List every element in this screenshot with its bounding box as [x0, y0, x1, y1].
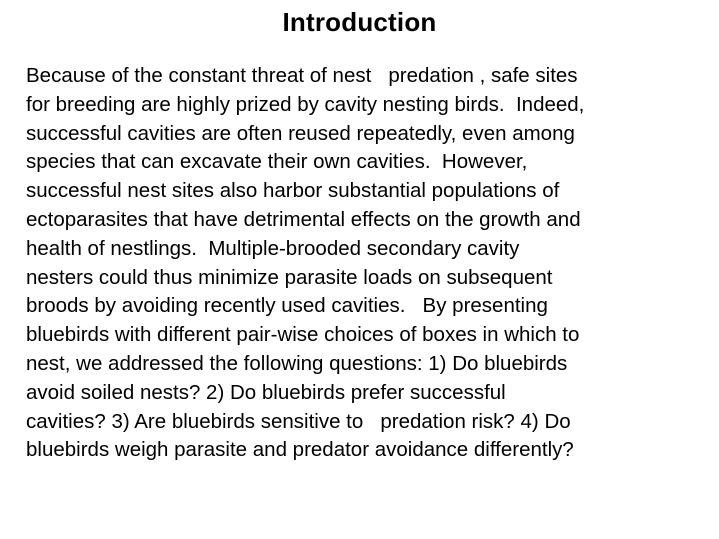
- body-line: cavities? 3) Are bluebirds sensitive to predation risk? 4) Do: [26, 409, 571, 433]
- body-line: nesters could thus minimize parasite loads on subsequent: [26, 265, 553, 289]
- body-line: successful cavities are often reused repeatedly, even among: [26, 121, 575, 145]
- body-line: bluebirds with different pair-wise choices of boxes in which to: [26, 323, 580, 347]
- body-line: successful nest sites also harbor substantial populations of: [26, 179, 560, 203]
- slide-body-text: [26, 62, 706, 465]
- body-line: health of nestlings. Multiple-brooded secondary cavity: [26, 236, 520, 260]
- body-line: species that can excavate their own cavities. However,: [26, 150, 528, 174]
- body-line: for breeding are highly prized by cavity nesting birds. Indeed,: [26, 92, 585, 116]
- body-line: Because of the constant threat of nest predation , safe sites: [26, 64, 578, 87]
- body-line: avoid soiled nests? 2) Do bluebirds prefer successful: [26, 380, 506, 404]
- body-line: nest, we addressed the following questions: 1) Do bluebirds: [26, 351, 568, 375]
- body-line: ectoparasites that have detrimental effects on the growth and: [26, 207, 581, 231]
- slide-title: Introduction: [282, 7, 437, 37]
- body-line: bluebirds weigh parasite and predator avoidance differently?: [26, 438, 574, 462]
- body-line: broods by avoiding recently used cavities. By presenting: [26, 294, 548, 318]
